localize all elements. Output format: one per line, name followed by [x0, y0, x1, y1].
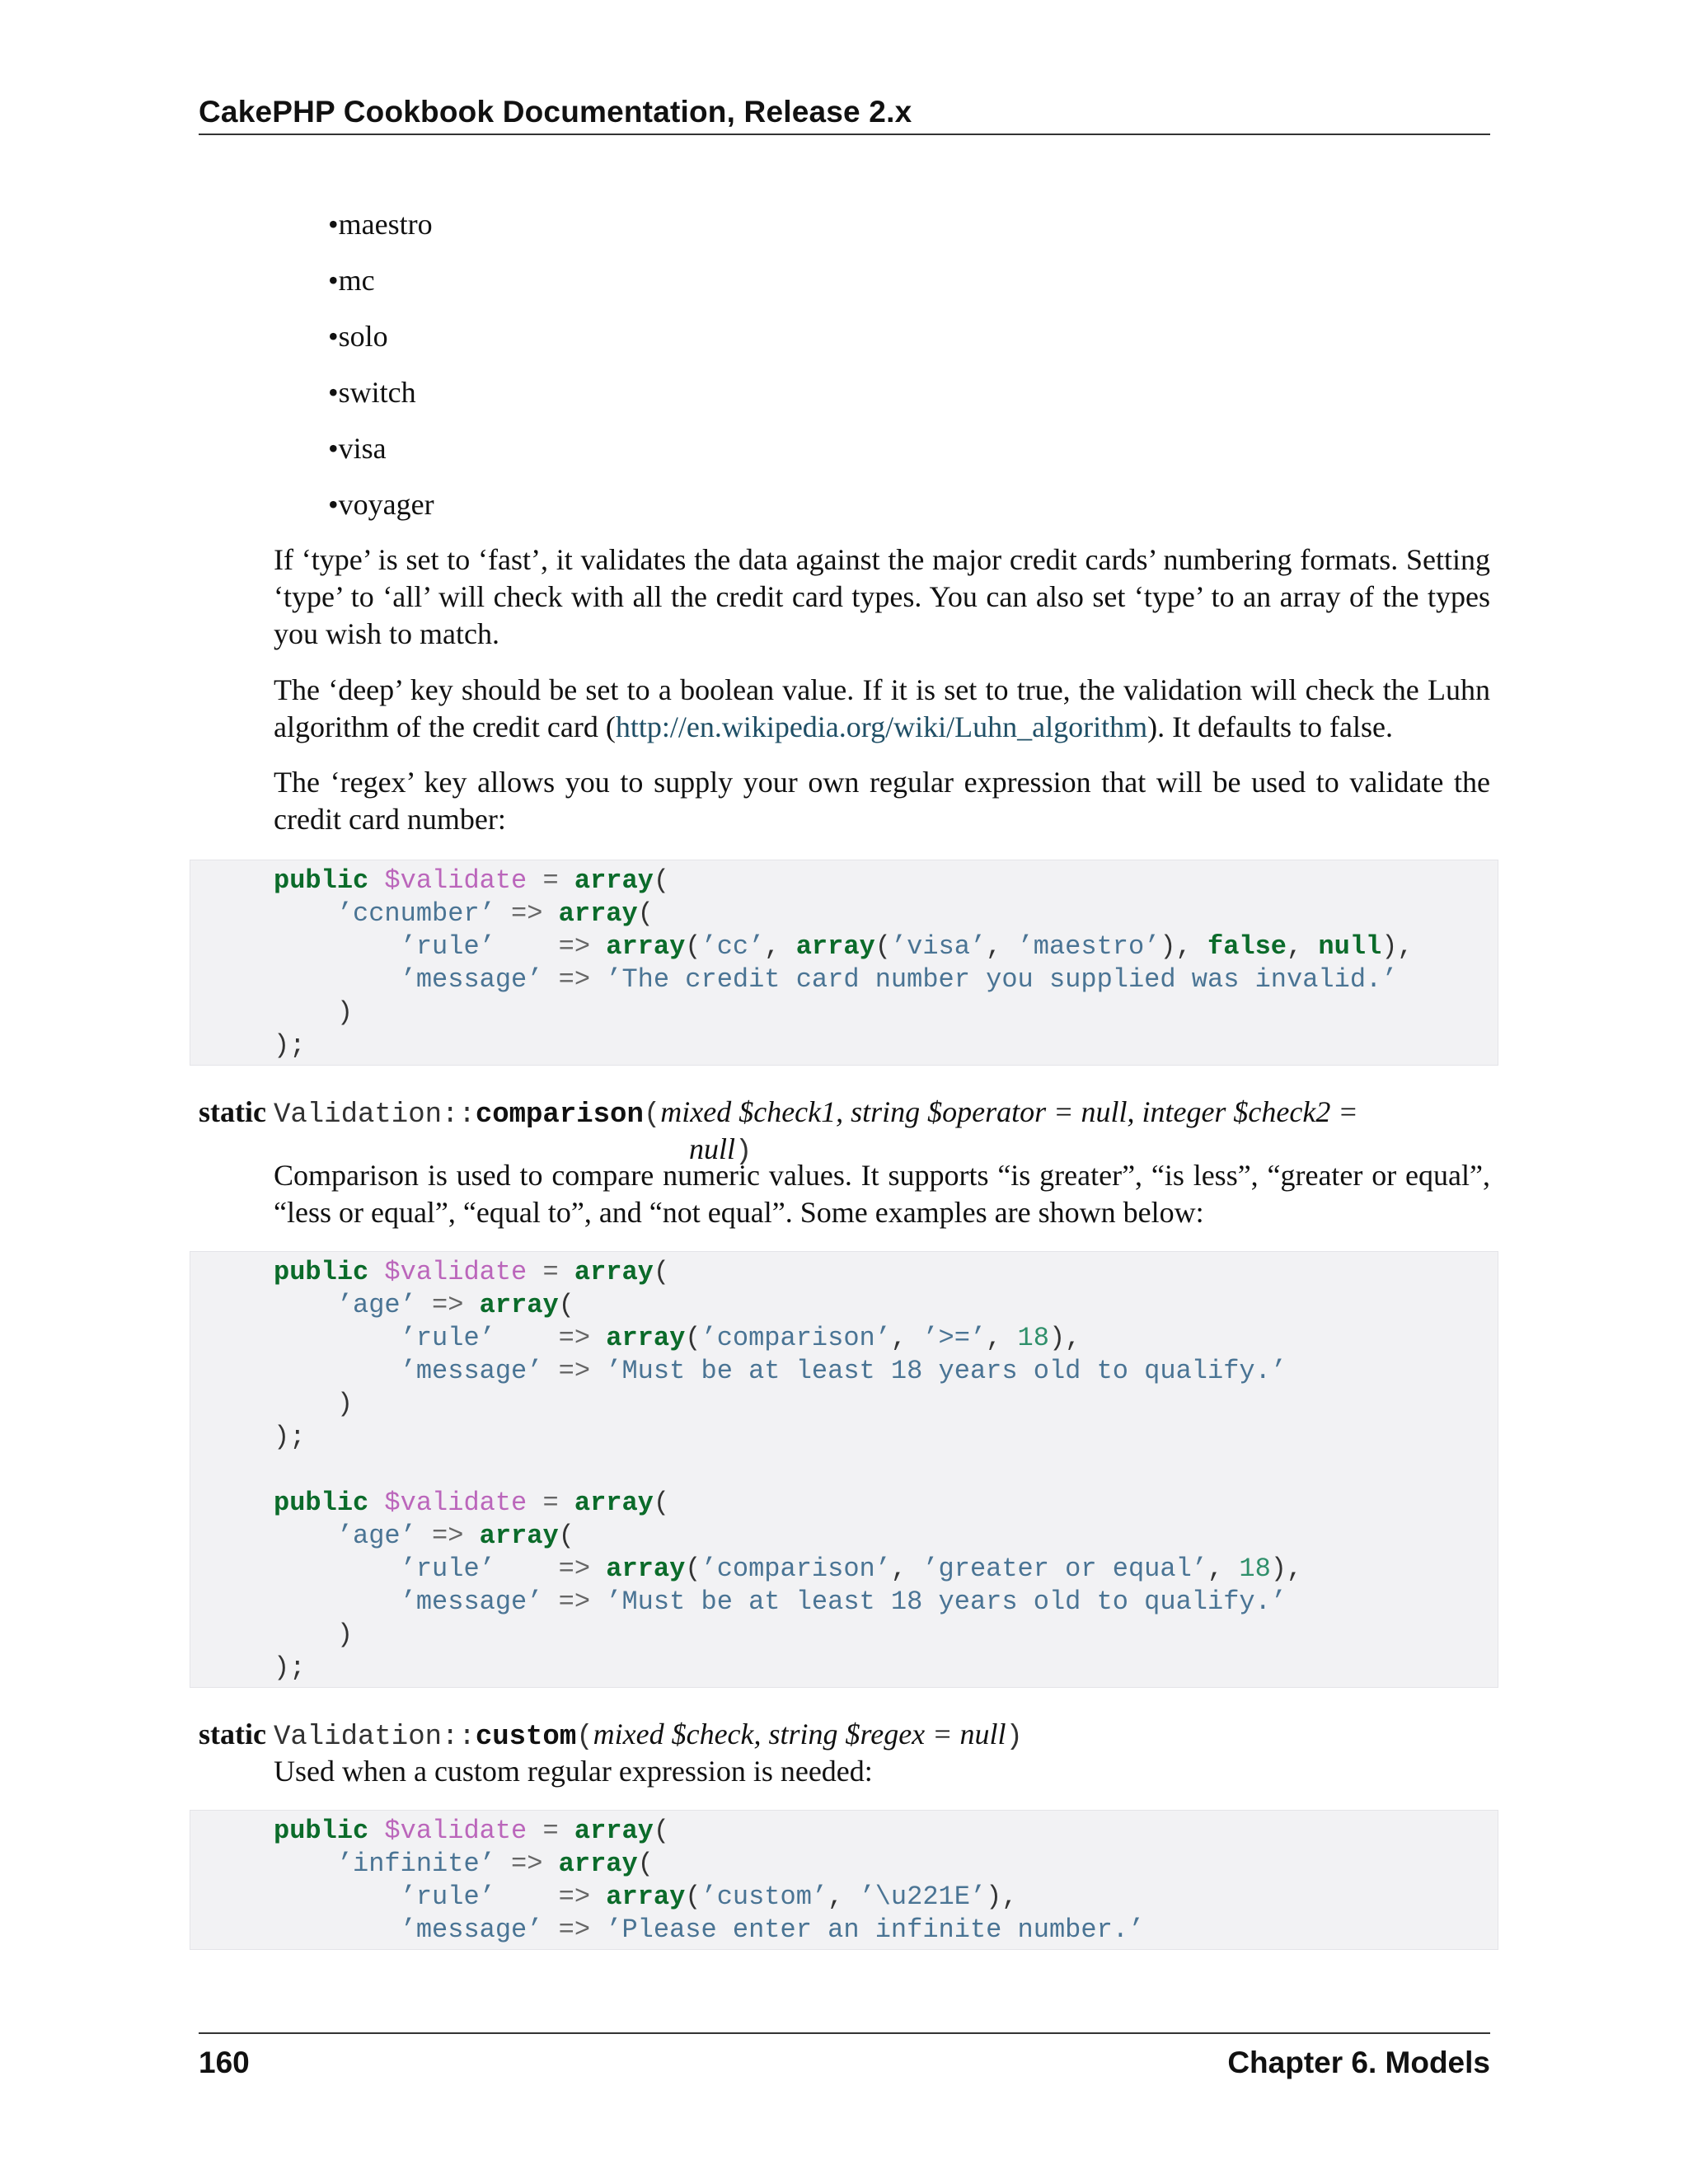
regex-paragraph: The ‘regex’ key allows you to supply your own regular expression that will be used to validate the credit card number: — [274, 766, 1490, 836]
comparison-signature-cont: null) — [689, 1132, 753, 1168]
chapter-title: Chapter 6. Models — [1227, 2046, 1490, 2079]
list-item: •voyager — [328, 488, 434, 521]
code-block-cc: public $validate = array( ’ccnumber’ => array( ’rule’ => array(’cc’, array(’visa’, ’maestro’), false, null), ’message’ => ’The credit card number you supplied was invalid.’ ) ); — [190, 860, 1498, 1066]
list-item: •mc — [328, 264, 375, 297]
comparison-paragraph: Comparison is used to compare numeric values. It supports “is greater”, “is less”, “greater or equal”, “less or equal”, “equal to”, and “not equal”. Some examples are shown below: — [274, 1159, 1490, 1229]
custom-signature: static Validation::custom(mixed $check, string $regex = null) — [199, 1718, 1023, 1753]
list-item: •switch — [328, 376, 416, 409]
type-paragraph: If ‘type’ is set to ‘fast’, it validates the data against the major credit cards’ numbering formats. Setting ‘type’ to ‘all’ will check with all the credit card types. You can also set ‘type’ to an array of the types you wish to match. — [274, 543, 1490, 650]
header-rule — [199, 134, 1490, 135]
deep-paragraph: The ‘deep’ key should be set to a boolean value. If it is set to true, the validation will check the Luhn algorithm of the credit card (http://en.wikipedia.org/wiki/Luhn_algorithm). It defaults to false. — [274, 673, 1490, 743]
method-name: comparison — [475, 1099, 644, 1131]
method-name: custom — [475, 1722, 577, 1753]
list-item: •solo — [328, 320, 388, 353]
custom-paragraph: Used when a custom regular expression is needed: — [274, 1755, 873, 1788]
comparison-signature: static Validation::comparison(mixed $check1, string $operator = null, integer $check2 = — [199, 1095, 1358, 1131]
list-item: •visa — [328, 432, 387, 465]
page-number: 160 — [199, 2046, 250, 2079]
card-type-list — [328, 204, 434, 541]
footer-rule — [199, 2032, 1490, 2034]
running-header: CakePHP Cookbook Documentation, Release 2.x — [199, 95, 912, 129]
list-item: •maestro — [328, 208, 433, 241]
luhn-link[interactable]: http://en.wikipedia.org/wiki/Luhn_algorithm — [615, 710, 1148, 743]
code-block-custom: public $validate = array( ’infinite’ => array( ’rule’ => array(’custom’, ’\u221E’), ’message’ => ’Please enter an infinite number.’ — [190, 1810, 1498, 1950]
code-block-comparison: public $validate = array( ’age’ => array( ’rule’ => array(’comparison’, ’>=’, 18), ’message’ => ’Must be at least 18 years old to qualify.’ ) ); public $validate = array( ’age’ => array( ’rule’ => array(’comparison’, ’greater or equal’, 18), ’message’ => ’Must be at least 18 years old to qualify.’ ) ); — [190, 1251, 1498, 1688]
